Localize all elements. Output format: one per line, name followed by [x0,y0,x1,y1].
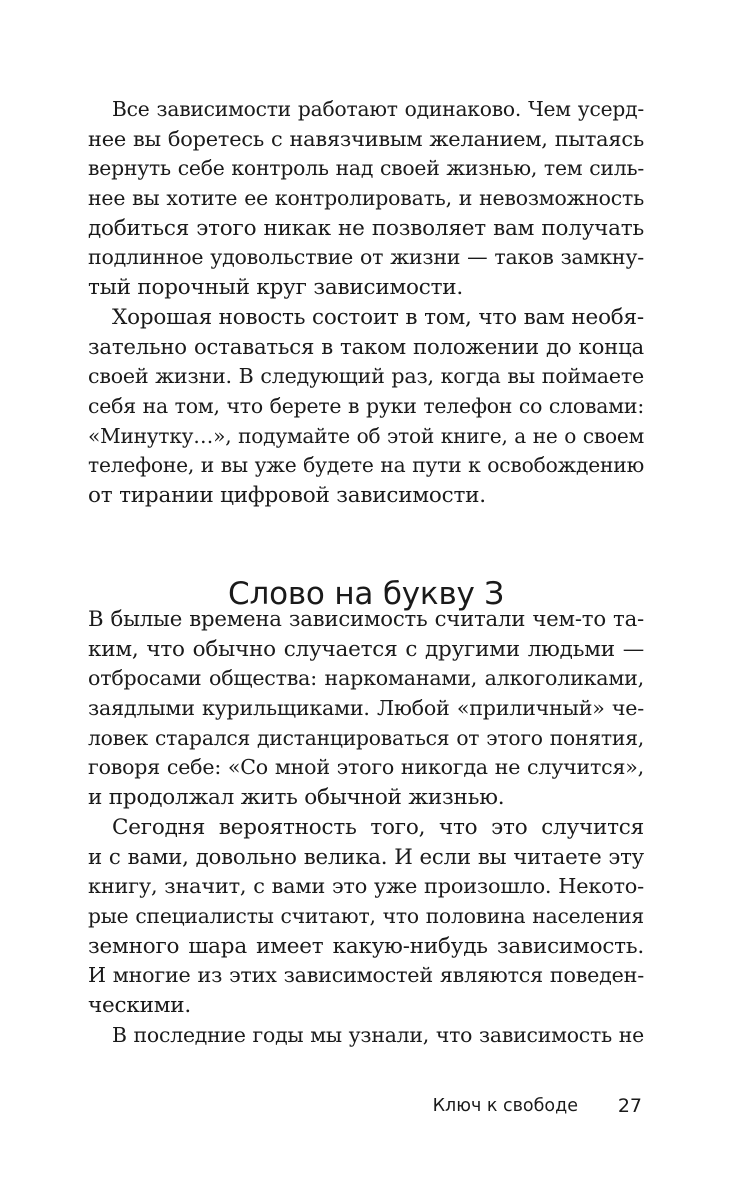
text-line: себя на том, что берете в руки телефон со словами: [88,393,644,418]
text-line: И многие из этих зависимостей являются поведен- [88,963,644,988]
text-line: зательно оставаться в таком положении до конца [88,334,644,360]
text-line: говоря себе: «Со мной этого никогда не случится», [88,755,644,780]
text-block-section [88,605,644,1050]
section-heading: Слово на букву З [228,575,504,612]
text-line: Хорошая новость состоит в том, что вам необя- [112,304,644,330]
text-line: рые специалисты считают, что половина населения [88,903,644,928]
text-line: подлинное удовольствие от жизни — таков замкну- [88,245,644,270]
text-line: Сегодня вероятность того, что это случится [112,814,644,840]
text-line: В былые времена зависимость считали чем-то та- [88,607,644,632]
text-line: добиться этого никак не позволяет вам получать [88,215,644,241]
text-line: заядлыми курильщиками. Любой «приличный» че- [88,696,644,721]
text-line: книгу, значит, с вами это уже произошло. Некото- [88,874,644,899]
page-footer [88,1091,644,1121]
text-line: «Минутку…», подумайте об этой книге, а не о своем [88,423,644,448]
text-line: ловек старался дистанцироваться от этого понятия, [88,725,644,750]
text-line: тый порочный круг зависимости. [88,275,464,301]
text-line: и с вами, довольно велика. И если вы читаете эту [88,844,644,870]
text-line: ческими. [88,992,192,1018]
text-line: вернуть себе контроль над своей жизнью, тем силь- [88,156,644,181]
text-line: от тирании цифровой зависимости. [88,482,486,508]
text-line: ким, что обычно случается с другими людьми — [88,636,644,662]
text-line: В последние годы мы узнали, что зависимость не [112,1022,644,1047]
page-number: 27 [617,1095,642,1117]
running-title: Ключ к свободе [432,1096,578,1116]
text-line: Все зависимости работают одинаково. Чем усерд- [112,97,644,121]
text-line: отбросами общества: наркоманами, алкоголиками, [88,666,644,691]
text-line: телефоне, и вы уже будете на пути к освобождению [88,453,644,478]
text-line: и продолжал жить обычной жизнью. [88,785,505,811]
text-block-intro [88,95,644,511]
text-line: нее вы хотите ее контролировать, и невозможность [88,186,644,211]
text-line: земного шара имеет какую-нибудь зависимость. [88,933,644,959]
text-line: нее вы боретесь с навязчивым желанием, пытаясь [88,126,644,151]
text-line: своей жизни. В следующий раз, когда вы поймаете [88,364,644,389]
